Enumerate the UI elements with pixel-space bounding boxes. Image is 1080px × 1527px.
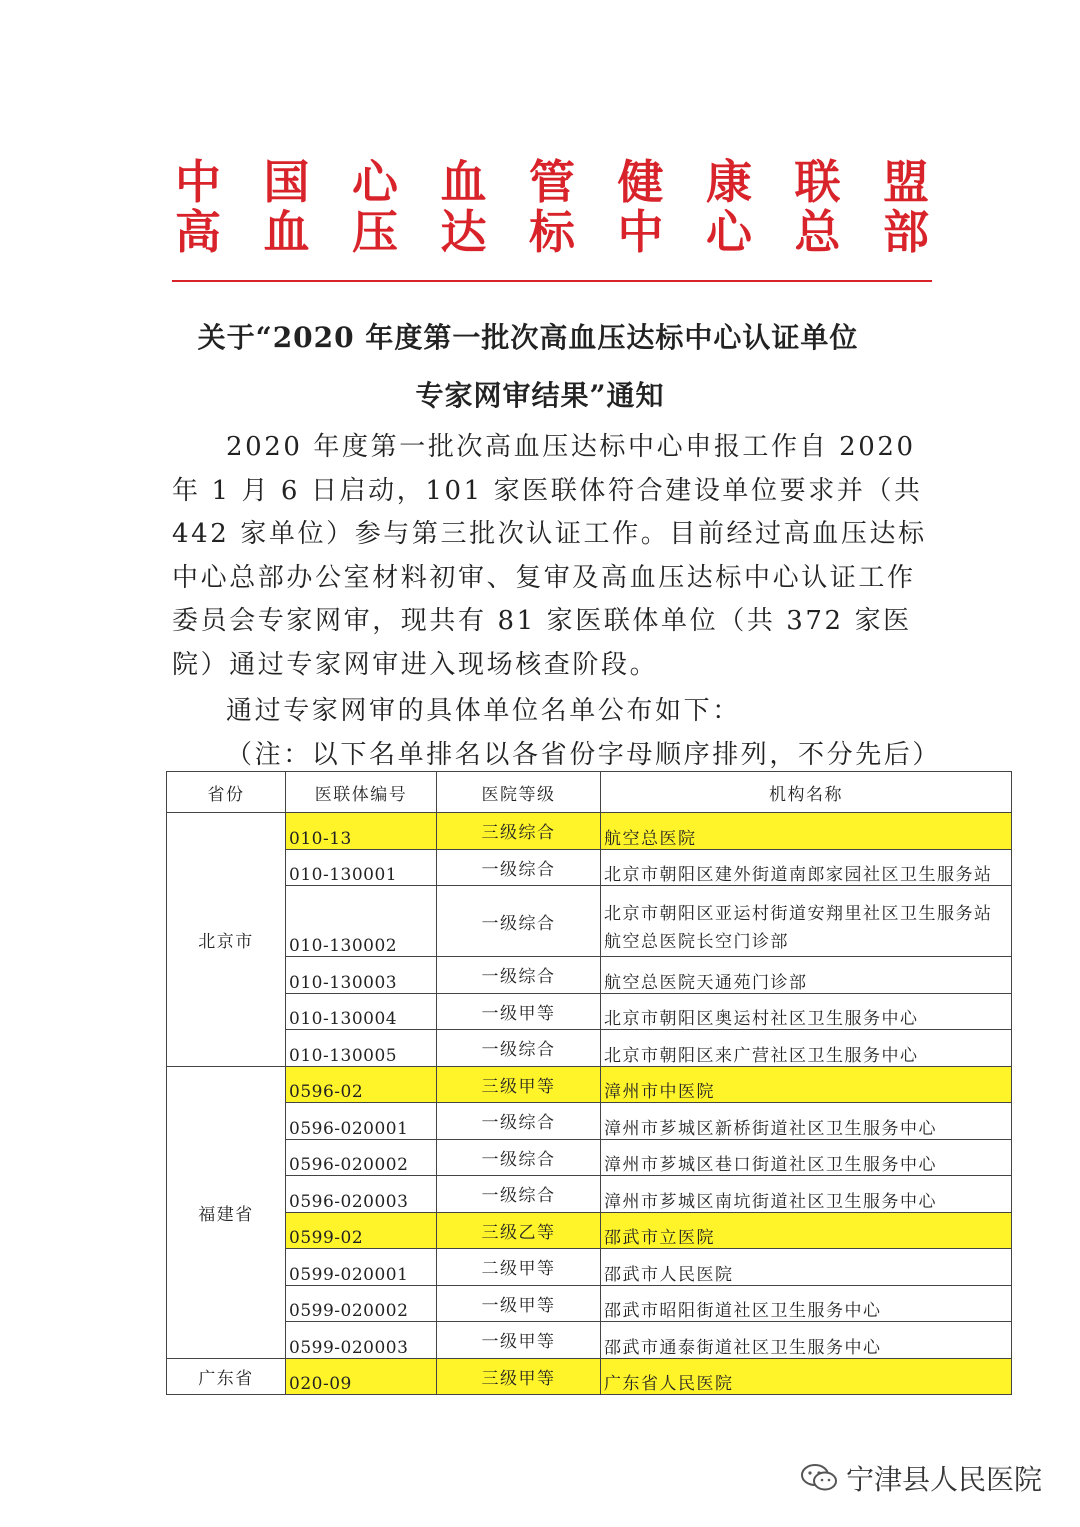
code-cell: 010-13 (286, 813, 437, 850)
org-char: 康 (706, 155, 752, 209)
code-cell: 010-130004 (286, 993, 437, 1030)
notice-paragraph: 2020 年度第一批次高血压达标中心申报工作自 2020 年 1 月 6 日启动，101 家医联体符合建设单位要求并（共 442 家单位）参与第三批次认证工作。目前经过高血压达标中心总部办公室材料初审、复审及高血压达标中心认证工作委员会专家网审，现共有 81 家医联体单位（共 372 家医院）通过专家网审进入现场核查阶段。 (172, 432, 927, 680)
header-divider (172, 280, 932, 282)
org-char: 标 (529, 205, 575, 259)
institution-cell (601, 886, 1012, 957)
grade-cell: 一级综合 (437, 1176, 601, 1213)
code-cell: 0596-02 (286, 1066, 437, 1103)
table-row (167, 1176, 1012, 1213)
table-body (167, 813, 1012, 1395)
province-cell: 广东省 (167, 1358, 286, 1395)
institution-name-secondary: 航空总医院长空门诊部 (604, 932, 789, 952)
grade-cell: 一级甲等 (437, 993, 601, 1030)
grade-cell: 三级综合 (437, 813, 601, 850)
institution-cell: 漳州市芗城区新桥街道社区卫生服务中心 (601, 1103, 1012, 1140)
org-char: 中 (617, 205, 664, 259)
code-cell: 010-130001 (286, 849, 437, 886)
list-note: （注：以下名单排名以各省份字母顺序排列，不分先后） (226, 740, 942, 770)
institution-cell: 邵武市人民医院 (601, 1249, 1012, 1286)
grade-cell: 一级甲等 (437, 1322, 601, 1359)
table-row (167, 1322, 1012, 1359)
org-char: 高 (175, 205, 221, 259)
institution-name: 北京市朝阳区亚运村街道安翔里社区卫生服务站 (604, 904, 993, 924)
org-char: 达 (440, 205, 487, 259)
org-char: 中 (175, 155, 221, 209)
grade-cell: 三级甲等 (437, 1358, 601, 1395)
org-char: 国 (263, 155, 310, 209)
institution-cell: 航空总医院天通苑门诊部 (601, 957, 1012, 994)
org-char: 心 (352, 155, 398, 209)
institution-cell: 北京市朝阳区建外街道南郎家园社区卫生服务站 (601, 849, 1012, 886)
org-name-line2 (172, 206, 932, 258)
header-grade: 医院等级 (437, 772, 601, 813)
institution-cell: 广东省人民医院 (601, 1358, 1012, 1395)
org-char: 部 (883, 205, 929, 259)
org-char: 管 (529, 155, 575, 209)
grade-cell: 三级甲等 (437, 1066, 601, 1103)
code-cell: 0596-020001 (286, 1103, 437, 1140)
institution-cell: 航空总医院 (601, 813, 1012, 850)
table-row (167, 1066, 1012, 1103)
grade-cell: 一级综合 (437, 957, 601, 994)
grade-cell: 一级综合 (437, 849, 601, 886)
header-code: 医联体编号 (286, 772, 437, 813)
header-institution: 机构名称 (601, 772, 1012, 813)
table-row (167, 1103, 1012, 1140)
institution-cell: 漳州市芗城区南坑街道社区卫生服务中心 (601, 1176, 1012, 1213)
wechat-account-footer (800, 1458, 1042, 1498)
code-cell: 010-130002 (286, 886, 437, 957)
table-row (167, 1030, 1012, 1067)
table-row (167, 993, 1012, 1030)
code-cell: 0596-020002 (286, 1139, 437, 1176)
grade-cell: 二级甲等 (437, 1249, 601, 1286)
code-cell: 0599-020002 (286, 1285, 437, 1322)
institution-cell: 漳州市中医院 (601, 1066, 1012, 1103)
grade-cell: 一级综合 (437, 1030, 601, 1067)
org-char: 总 (794, 205, 841, 259)
table-row (167, 886, 1012, 957)
org-char: 心 (706, 205, 752, 259)
table-row (167, 1285, 1012, 1322)
institution-cell: 邵武市立医院 (601, 1212, 1012, 1249)
code-cell: 010-130005 (286, 1030, 437, 1067)
notice-title-line2: 专家网审结果”通知 (415, 379, 665, 412)
grade-cell: 三级乙等 (437, 1212, 601, 1249)
grade-cell: 一级综合 (437, 886, 601, 957)
org-char: 血 (440, 155, 487, 209)
code-cell: 010-130003 (286, 957, 437, 994)
header-province: 省份 (167, 772, 286, 813)
institution-cell: 北京市朝阳区来广营社区卫生服务中心 (601, 1030, 1012, 1067)
code-cell: 0599-020003 (286, 1322, 437, 1359)
grade-cell: 一级甲等 (437, 1285, 601, 1322)
grade-cell: 一级综合 (437, 1103, 601, 1140)
code-cell: 0596-020003 (286, 1176, 437, 1213)
org-char: 盟 (883, 155, 929, 209)
org-char: 血 (263, 205, 310, 259)
org-char: 压 (352, 205, 398, 259)
org-char: 联 (794, 155, 841, 209)
table-row (167, 957, 1012, 994)
code-cell: 0599-020001 (286, 1249, 437, 1286)
grade-cell: 一级综合 (437, 1139, 601, 1176)
table-row (167, 813, 1012, 850)
table-row (167, 1212, 1012, 1249)
province-cell: 福建省 (167, 1066, 286, 1358)
notice-title-line1: 关于“2020 年度第一批次高血压达标中心认证单位 (197, 321, 859, 354)
account-name: 宁津县人民医院 (845, 1463, 1042, 1496)
institution-cell: 北京市朝阳区奥运村社区卫生服务中心 (601, 993, 1012, 1030)
code-cell: 020-09 (286, 1358, 437, 1395)
table-row (167, 1139, 1012, 1176)
institution-cell: 邵武市通泰街道社区卫生服务中心 (601, 1322, 1012, 1359)
table-row (167, 1358, 1012, 1395)
certified-units-table (166, 771, 1012, 1395)
org-name-line1 (172, 156, 932, 208)
institution-cell: 漳州市芗城区巷口街道社区卫生服务中心 (601, 1139, 1012, 1176)
code-cell: 0599-02 (286, 1212, 437, 1249)
table-row (167, 849, 1012, 886)
list-intro: 通过专家网审的具体单位名单公布如下： (226, 696, 741, 726)
table-header-row (167, 772, 1012, 813)
org-char: 健 (617, 155, 664, 209)
table-row (167, 1249, 1012, 1286)
institution-cell: 邵武市昭阳街道社区卫生服务中心 (601, 1285, 1012, 1322)
wechat-icon (800, 1463, 838, 1493)
province-cell: 北京市 (167, 813, 286, 1067)
